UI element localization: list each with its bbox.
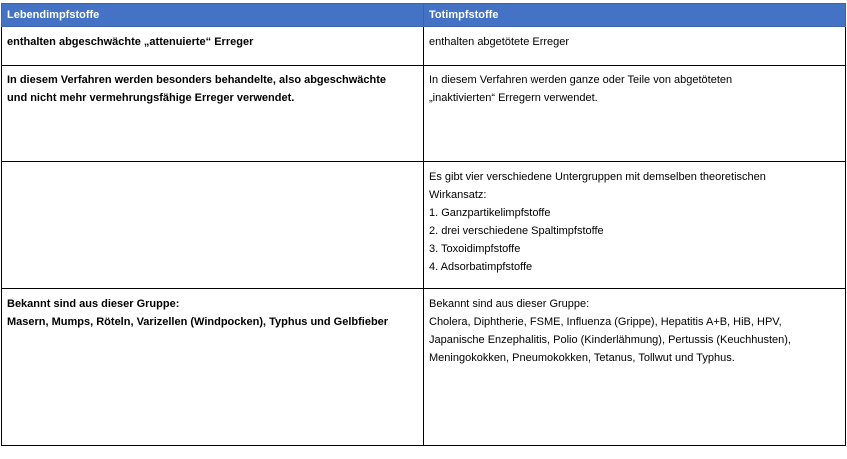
table-row: [2, 289, 846, 446]
cell-line: 3. Toxoidimpfstoffe: [429, 243, 521, 255]
cell-line: und nicht mehr vermehrungsfähige Erreger verwendet.: [7, 92, 295, 104]
table-row: [2, 66, 846, 162]
cell-line: Japanische Enzephalitis, Polio (Kinderlähmung), Pertussis (Keuchhusten),: [429, 334, 791, 346]
cell-line: In diesem Verfahren werden ganze oder Teile von abgetöteten: [429, 74, 733, 86]
vaccine-comparison-table: [1, 3, 846, 446]
table-row: [2, 162, 846, 289]
cell-line: 2. drei verschiedene Spaltimpfstoffe: [429, 225, 604, 237]
live-pathogen-description: [2, 27, 424, 66]
cell-line: enthalten abgetötete Erreger: [429, 36, 570, 48]
cell-line: Masern, Mumps, Röteln, Varizellen (Windpocken), Typhus und Gelbfieber: [7, 316, 389, 328]
header-inactivated-vaccines: Totimpfstoffe: [424, 4, 846, 27]
cell-line: Es gibt vier verschiedene Untergruppen mit demselben theoretischen: [429, 171, 766, 183]
cell-line: enthalten abgeschwächte „attenuierte“ Erreger: [7, 36, 254, 48]
inactivated-pathogen-description: [424, 27, 846, 66]
cell-line: 4. Adsorbatimpfstoffe: [429, 261, 533, 273]
cell-line: „inaktivierten“ Erregern verwendet.: [429, 92, 598, 104]
inactivated-known-examples: [424, 289, 846, 446]
cell-line: Bekannt sind aus dieser Gruppe:: [429, 298, 590, 310]
cell-line: Meningokokken, Pneumokokken, Tetanus, Tollwut und Typhus.: [429, 352, 735, 364]
live-subgroups-empty-cell: [2, 162, 424, 289]
live-known-examples: [2, 289, 424, 446]
table-row: [2, 27, 846, 66]
inactivated-method-description: [424, 66, 846, 162]
header-row: [2, 4, 846, 27]
cell-line: In diesem Verfahren werden besonders behandelte, also abgeschwächte: [7, 74, 387, 86]
live-method-description: [2, 66, 424, 162]
cell-line: Wirkansatz:: [429, 189, 487, 201]
cell-line: Bekannt sind aus dieser Gruppe:: [7, 298, 180, 310]
inactivated-subgroups: [424, 162, 846, 289]
cell-line: 1. Ganzpartikelimpfstoffe: [429, 207, 551, 219]
header-live-vaccines: Lebendimpfstoffe: [2, 4, 424, 27]
cell-line: Cholera, Diphtherie, FSME, Influenza (Grippe), Hepatitis A+B, HiB, HPV,: [429, 316, 782, 328]
